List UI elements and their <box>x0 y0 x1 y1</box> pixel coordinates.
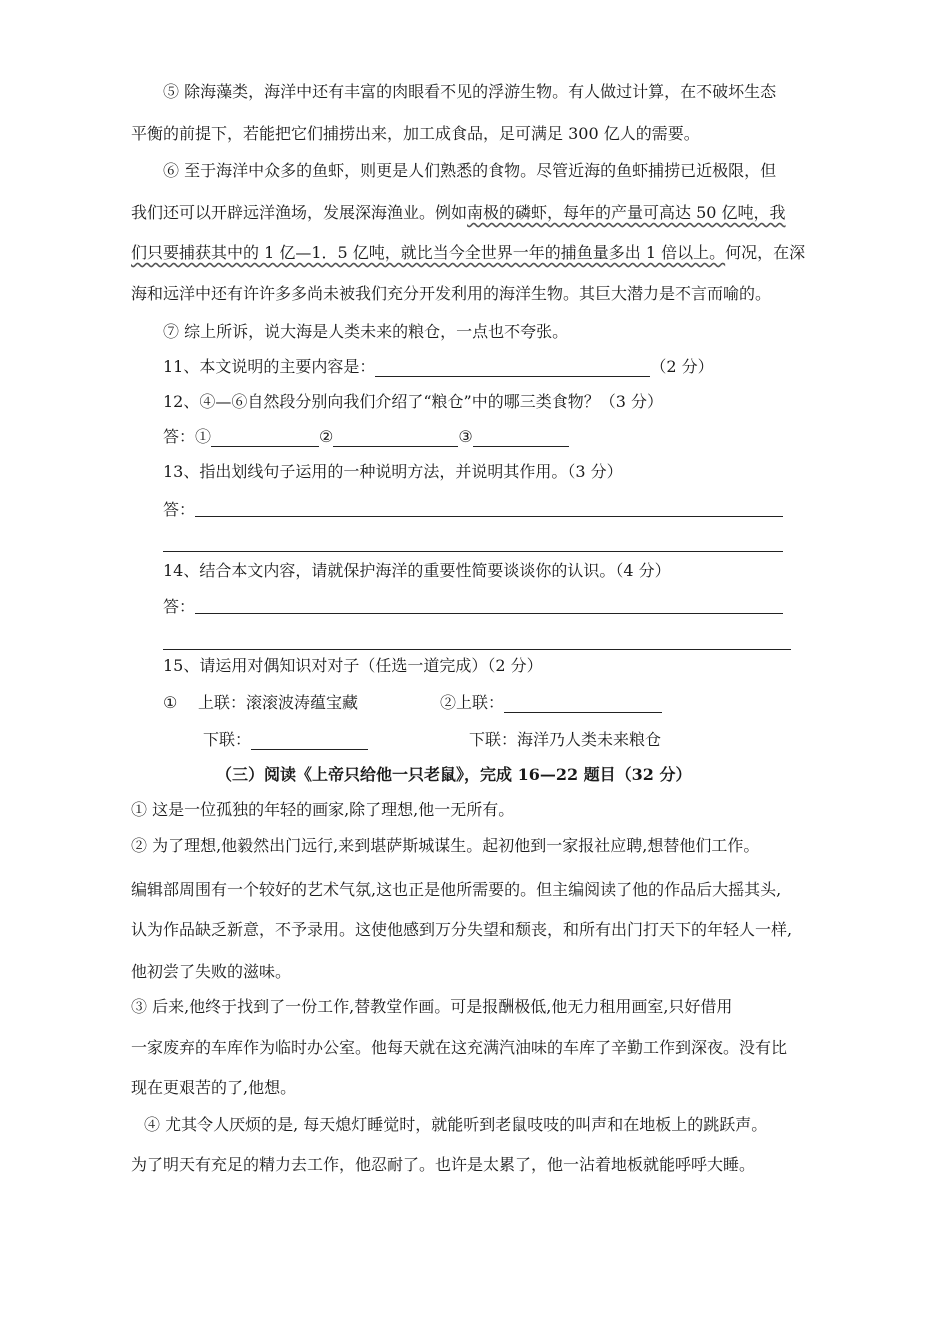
s1: ① 这是一位孤独的年轻的画家,除了理想,他一无所有。 <box>131 800 515 819</box>
q15-option-1-number: ① <box>163 693 178 712</box>
s3-line-3: 现在更艰苦的了,他想。 <box>131 1078 297 1097</box>
question-11-text: 11、本文说明的主要内容是： <box>163 357 376 376</box>
p6-line-3-text: 何况，在深 <box>725 243 806 262</box>
question-13: 13、指出划线句子运用的一种说明方法，并说明其作用。（3 分） <box>163 462 623 481</box>
s2-line-4: 他初尝了失败的滋味。 <box>131 962 292 981</box>
s2-line-2: 编辑部周围有一个较好的艺术气氛,这也正是他所需要的。但主编阅读了他的作品后大摇其头, <box>131 880 782 899</box>
q12-marker-2: ② <box>319 427 334 446</box>
q14-answer-line-2[interactable] <box>163 649 791 650</box>
q14-answer-label: 答： <box>163 597 196 616</box>
question-11 <box>163 357 714 377</box>
q15-option-2-upper-label: ②上联： <box>440 693 505 712</box>
q12-blank-1[interactable] <box>211 430 319 447</box>
p6-line-2-text: 我们还可以开辟远洋渔场，发展深海渔业。例如 <box>131 203 468 222</box>
p5-line-1: ⑤ 除海藻类，海洋中还有丰富的肉眼看不见的浮游生物。有人做过计算，在不破坏生态 <box>163 82 777 101</box>
q13-answer-line-1[interactable] <box>195 516 783 517</box>
p5-line-2: 平衡的前提下，若能把它们捕捞出来，加工成食品，足可满足 300 亿人的需要。 <box>131 124 700 143</box>
question-11-score: （2 分） <box>650 357 714 376</box>
q15-option-2-upper-blank[interactable] <box>504 696 662 713</box>
s2-line-1: ② 为了理想,他毅然出门远行,来到堪萨斯城谋生。起初他到一家报社应聘,想替他们工作。 <box>131 836 760 855</box>
q15-option-1-lower <box>203 730 368 750</box>
underlined-sentence-part-2: 们只要捕获其中的 1 亿—1．5 亿吨，就比当今全世界一年的捕鱼量多出 1 倍以上。 <box>131 243 726 262</box>
question-12: 12、④—⑥自然段分别向我们介绍了“粮仓”中的哪三类食物？（3 分） <box>163 392 663 411</box>
p7: ⑦ 综上所诉，说大海是人类未来的粮仓，一点也不夸张。 <box>163 322 569 341</box>
s2-line-3: 认为作品缺乏新意，不予录用。这使他感到万分失望和颓丧，和所有出门打天下的年轻人一样, <box>131 920 793 939</box>
s3-line-1: ③ 后来,他终于找到了一份工作,替教堂作画。可是报酬极低,他无力租用画室,只好借用 <box>131 997 733 1016</box>
underlined-sentence-part-1: 南极的磷虾，每年的产量可高达 50 亿吨，我 <box>467 203 786 222</box>
q15-option-1-lower-blank[interactable] <box>251 733 368 750</box>
p6-line-3 <box>131 243 805 263</box>
q12-blank-3[interactable] <box>473 430 569 447</box>
section-3-heading: （三）阅读《上帝只给他一只老鼠》，完成 16—22 题目（32 分） <box>216 765 692 784</box>
q15-option-2-upper <box>440 693 662 713</box>
p6-line-2 <box>131 203 786 223</box>
q12-blank-2[interactable] <box>333 430 458 447</box>
question-12-answer <box>163 427 569 447</box>
s4-line-2: 为了明天有充足的精力去工作，他忍耐了。也许是太累了，他一沾着地板就能呼呼大睡。 <box>131 1155 756 1174</box>
q12-marker-3: ③ <box>458 427 473 446</box>
q15-option-1-upper: 上联：滚滚波涛蕴宝藏 <box>198 693 359 712</box>
q15-option-2-lower: 下联：海洋乃人类未来粮仓 <box>469 730 662 749</box>
q13-answer-line-2[interactable] <box>163 551 783 552</box>
s3-line-2: 一家废弃的车库作为临时办公室。他每天就在这充满汽油味的车库了辛勤工作到深夜。没有比 <box>131 1038 788 1057</box>
q12-answer-label: 答：① <box>163 427 212 446</box>
q14-answer-line-1[interactable] <box>195 613 783 614</box>
s4-line-1: ④ 尤其令人厌烦的是, 每天熄灯睡觉时，就能听到老鼠吱吱的叫声和在地板上的跳跃声。 <box>144 1115 768 1134</box>
q15-option-1-lower-label: 下联： <box>203 730 252 749</box>
q13-answer-label: 答： <box>163 500 196 519</box>
question-15: 15、请运用对偶知识对对子（任选一道完成）（2 分） <box>163 656 543 675</box>
q11-answer-blank[interactable] <box>375 360 650 377</box>
p6-line-1: ⑥ 至于海洋中众多的鱼虾，则更是人们熟悉的食物。尽管近海的鱼虾捕捞已近极限，但 <box>163 161 777 180</box>
p6-line-4: 海和远洋中还有许许多多尚未被我们充分开发利用的海洋生物。其巨大潜力是不言而喻的。 <box>131 284 772 303</box>
question-14: 14、结合本文内容，请就保护海洋的重要性简要谈谈你的认识。（4 分） <box>163 561 671 580</box>
